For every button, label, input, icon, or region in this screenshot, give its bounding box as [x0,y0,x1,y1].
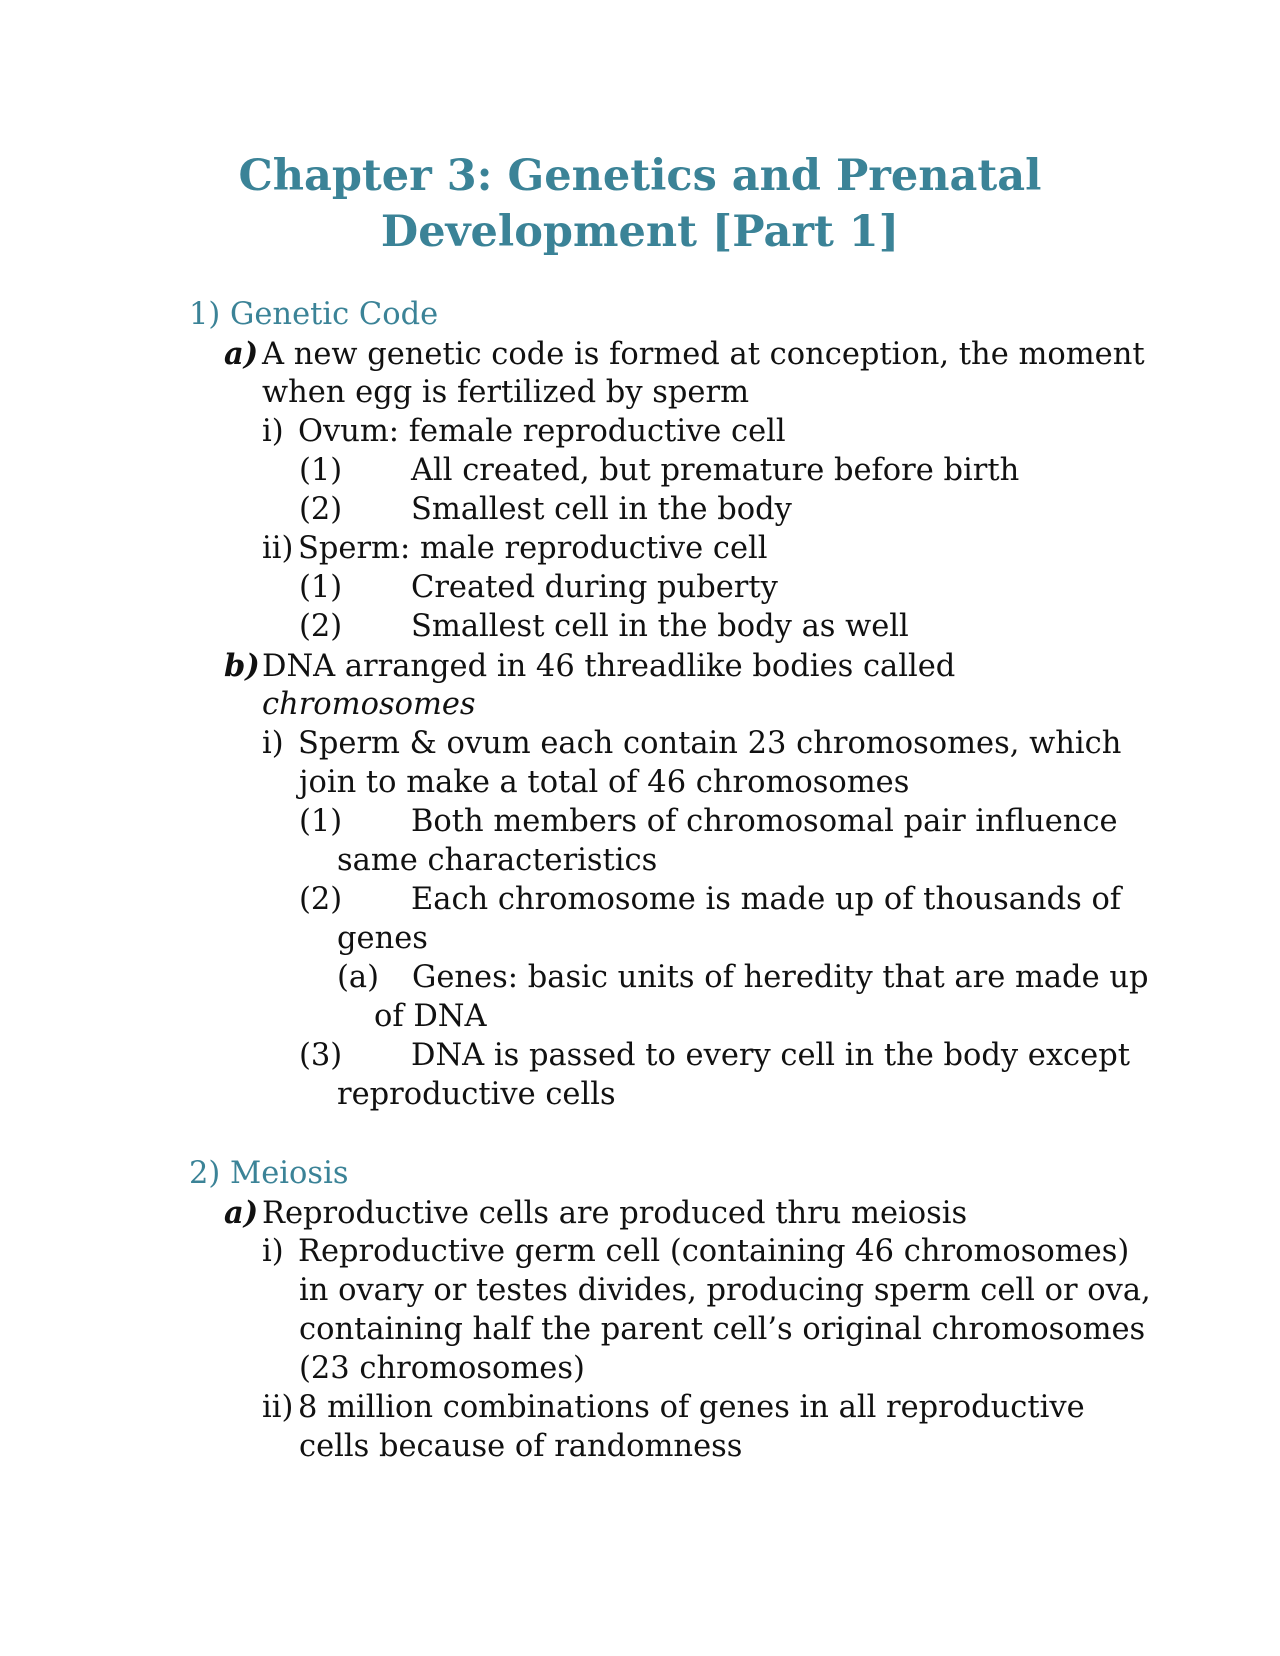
list-item-1a-ii [262,530,768,568]
section-heading-text: Genetic Code [230,297,439,332]
list-marker: b) [224,648,260,684]
list-item-text: DNA arranged in 46 threadlike bodies called [262,649,956,684]
list-item-text: Reproductive cells are produced thru meiosis [262,1196,968,1231]
list-item-2a-i-continuation-3: (23 chromosomes) [299,1351,585,1386]
list-item-1b-i-2 [299,881,1121,919]
list-item-1b [224,647,955,686]
list-item-1b-i-1-continuation: same characteristics [337,843,658,878]
list-item-1b-i-1 [299,803,1118,841]
title-line-1: Chapter 3: Genetics and Prenatal [238,151,1042,201]
list-item-text: Sperm & ovum each contain 23 chromosomes, which [298,726,1122,761]
list-item-text: All created, but premature before birth [411,453,1020,488]
list-item-1b-i-3 [299,1037,1130,1075]
title-line-2: Development [Part 1] [380,207,900,257]
list-item-1b-i [262,725,1121,763]
list-item-1b-i-2-continuation: genes [337,921,428,956]
list-item-1a-ii-1 [299,569,778,607]
list-item-text: Sperm: male reproductive cell [298,531,768,566]
list-item-1a-i [262,413,786,451]
list-item-2a-i [262,1233,1129,1271]
list-marker: (2) [299,882,343,917]
section-marker: 2) [189,1156,221,1191]
list-item-text: Genes: basic units of heredity that are made up [412,960,1149,995]
list-item-text: Created during puberty [411,570,778,605]
list-item-1a-i-1 [299,452,1019,490]
list-item-text: Smallest cell in the body [411,492,792,527]
list-marker: a) [224,1195,259,1231]
list-marker: ii) [262,1390,294,1425]
list-item-text: Smallest cell in the body as well [411,609,909,644]
list-item-2a-i-continuation-1: in ovary or testes divides, producing sperm cell or ova, [299,1273,1151,1308]
list-item-1a [224,335,1145,374]
page-title [190,148,1090,260]
list-item-2a-ii-continuation: cells because of randomness [299,1429,743,1464]
list-item-1a-ii-2 [299,608,909,646]
list-item-1b-i-2-a-continuation: of DNA [374,999,487,1034]
list-marker: (1) [299,570,343,605]
list-marker: (1) [299,804,343,839]
list-item-text: Both members of chromosomal pair influence [411,804,1118,839]
section-heading-text: Meiosis [230,1156,349,1191]
emphasized-term: chromosomes [262,687,476,722]
list-marker: (3) [299,1038,343,1073]
list-item-text: Reproductive germ cell (containing 46 chromosomes) [298,1234,1130,1269]
list-item-1b-continuation [262,686,476,724]
list-item-1b-i-2-a [337,959,1148,997]
list-item-2a-i-continuation-2: containing half the parent cell’s original chromosomes [299,1312,1146,1347]
list-marker: ii) [262,531,294,566]
list-item-2a [224,1194,967,1233]
list-marker: (a) [337,960,379,995]
list-marker: i) [262,414,284,449]
list-marker: i) [262,726,284,761]
list-marker: (1) [299,453,343,488]
list-marker: i) [262,1234,284,1269]
list-item-text: A new genetic code is formed at conception, the moment [262,337,1145,372]
section-heading-genetic-code [189,296,438,334]
list-item-2a-ii [262,1389,1085,1427]
section-heading-meiosis [189,1155,348,1193]
list-marker: (2) [299,609,343,644]
list-item-text: DNA is passed to every cell in the body except [411,1038,1130,1073]
list-item-text: Each chromosome is made up of thousands of [411,882,1122,917]
list-marker: a) [224,336,259,372]
list-item-1b-i-3-continuation: reproductive cells [337,1077,616,1112]
list-marker: (2) [299,492,343,527]
list-item-text: 8 million combinations of genes in all reproductive [298,1390,1085,1425]
list-item-text: Ovum: female reproductive cell [298,414,786,449]
section-marker: 1) [189,297,221,332]
list-item-1b-i-continuation: join to make a total of 46 chromosomes [299,765,910,800]
list-item-1a-continuation: when egg is fertilized by sperm [262,375,749,410]
list-item-1a-i-2 [299,491,792,529]
